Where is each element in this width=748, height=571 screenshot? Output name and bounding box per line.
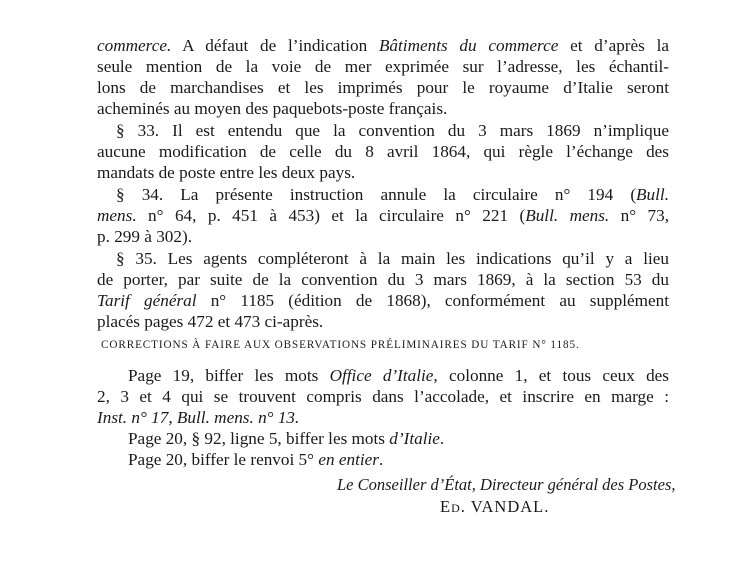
text-line: lons de marchandises et les imprimés pour le royaume d’Italie seront — [97, 78, 669, 97]
text-line: de porter, par suite de la convention du 3 mars 1869, à la section 53 du — [97, 270, 669, 289]
text-line: § 33. Il est entendu que la convention du 3 mars 1869 n’implique — [116, 121, 669, 140]
text-line: Page 20, § 92, ligne 5, biffer les mots d’Italie. — [128, 429, 445, 448]
text-line: acheminés au moyen des paquebots-poste français. — [97, 99, 448, 118]
text-line: aucune modification de celle du 8 avril 1864, qui règle l’échange des — [97, 142, 669, 161]
text-line: placés pages 472 et 473 ci-après. — [97, 312, 324, 331]
text-line: mens. n° 64, p. 451 à 453) et la circulaire n° 221 (Bull. mens. n° 73, — [97, 206, 670, 225]
text-line: commerce. A défaut de l’indication Bâtiments du commerce et d’après la — [97, 36, 669, 55]
text-line: Page 20, biffer le renvoi 5° en entier. — [128, 450, 384, 469]
signature-title: Le Conseiller d’État, Directeur général des Postes, — [337, 475, 676, 494]
italic-phrase: Bâtiments du commerce — [378, 36, 559, 55]
section-heading: CORRECTIONS À FAIRE AUX OBSERVATIONS PRÉLIMINAIRES DU TARIF N° 1185. — [101, 339, 580, 351]
italic-word: commerce. — [97, 36, 172, 55]
text-line: p. 299 à 302). — [97, 227, 192, 246]
text-line: 2, 3 et 4 qui se trouvent compris dans l’accolade, et inscrire en marge : — [97, 387, 669, 406]
text-line: Page 19, biffer les mots Office d’Italie, colonne 1, et tous ceux des — [128, 366, 669, 385]
signature-name: Ed. VANDAL. — [440, 497, 550, 516]
text-line: Inst. n° 17, Bull. mens. n° 13. — [97, 408, 300, 427]
text-line: mandats de poste entre les deux pays. — [97, 163, 356, 182]
text-line: seule mention de la voie de mer exprimée sur l’adresse, les échantil- — [97, 57, 669, 76]
text-line: § 35. Les agents compléteront à la main les indications qu’il y a lieu — [116, 249, 669, 268]
text-line: § 34. La présente instruction annule la circulaire n° 194 (Bull. — [116, 185, 669, 204]
text-line: Tarif général n° 1185 (édition de 1868), conformément au supplément — [97, 291, 669, 310]
